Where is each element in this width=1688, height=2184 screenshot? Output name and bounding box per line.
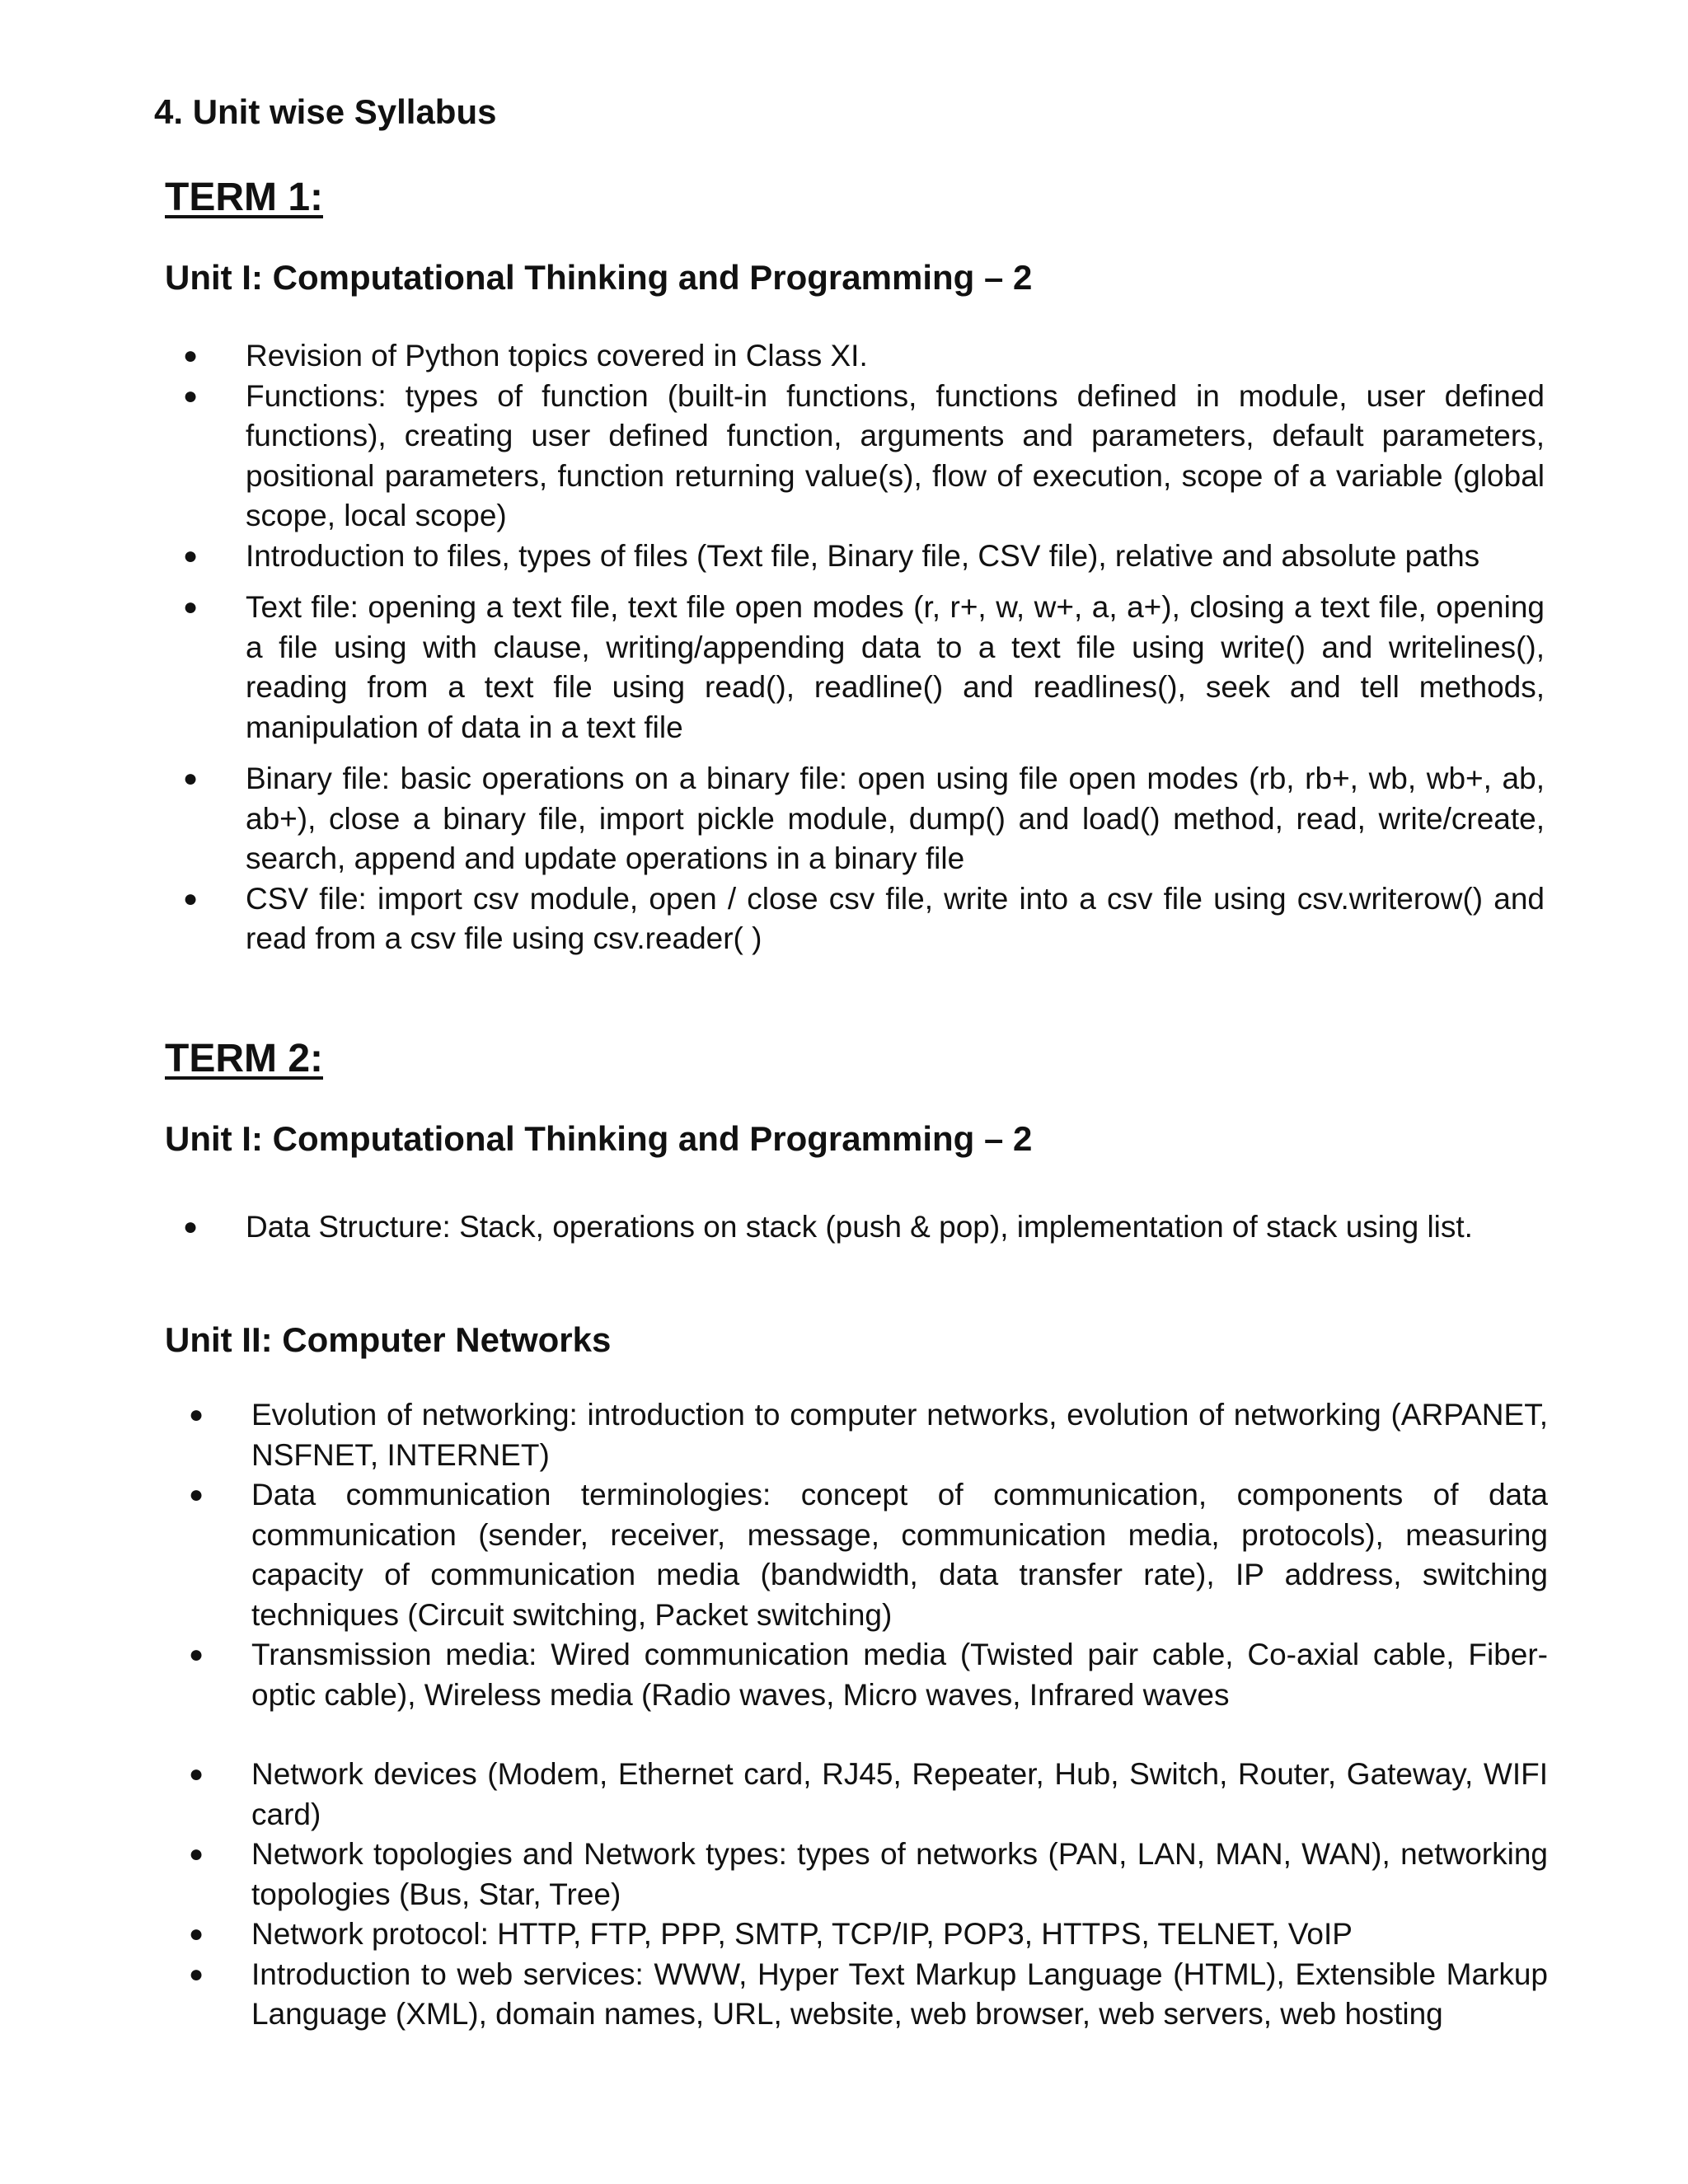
list-item-text: Evolution of networking: introduction to computer networks, evolution of networking (ARPANET, NSFNET, INTERNET): [251, 1398, 1548, 1472]
bullet-icon: ●: [183, 382, 199, 410]
bullet-icon: ●: [183, 884, 199, 912]
list-item-text: CSV file: import csv module, open / close csv file, write into a csv file using csv.writerow() and read from a csv file using csv.reader( ): [246, 881, 1545, 955]
list-item-text: Transmission media: Wired communication media (Twisted pair cable, Co-axial cable, Fiber-optic cable), Wireless media (Radio waves, Micro waves, Infrared waves: [251, 1638, 1548, 1712]
list-item-text: Text file: opening a text file, text file open modes (r, r+, w, w+, a, a+), closing a text file, opening a file using with clause, writing/appending data to a text file using write() and writelines(), reading from a text file using read(), readline() and readlines(), seek and tell methods, manipulation of data in a text file: [246, 590, 1545, 744]
list-item-text: Network devices (Modem, Ethernet card, RJ45, Repeater, Hub, Switch, Router, Gateway, WIFI card): [251, 1757, 1548, 1831]
section-title: 4. Unit wise Syllabus: [154, 92, 497, 131]
list-item-text: Data communication terminologies: concept of communication, components of data communication (sender, receiver, message, communication media, protocols), measuring capacity of communication media (bandwidth, data transfer rate), IP address, switching techniques (Circuit switching, Packet switching): [251, 1478, 1548, 1632]
bullet-icon: ●: [183, 1213, 199, 1240]
term2-unit1-list: [0, 1207, 1688, 1248]
list-item-text: Network topologies and Network types: types of networks (PAN, LAN, MAN, WAN), networking topologies (Bus, Star, Tree): [251, 1837, 1548, 1911]
list-item: [0, 1635, 1688, 1715]
bullet-icon: ●: [183, 593, 199, 621]
bullet-icon: ●: [183, 541, 199, 569]
bullet-icon: ●: [189, 1481, 204, 1508]
bullet-icon: ●: [189, 1960, 204, 1988]
term1-unit1-list: [0, 336, 1688, 959]
list-item-text: Introduction to web services: WWW, Hyper Text Markup Language (HTML), Extensible Markup Language (XML), domain names, URL, website, web browser, web servers, web hosting: [251, 1957, 1548, 2031]
list-item-text: Functions: types of function (built-in functions, functions defined in module, user defined functions), creating user defined function, arguments and parameters, default parameters, positional parameters, function returning value(s), flow of execution, scope of a variable (global scope, local scope): [246, 378, 1545, 532]
bullet-icon: ●: [183, 765, 199, 792]
bullet-icon: ●: [189, 1840, 204, 1868]
list-item: [0, 1207, 1688, 1248]
bullet-icon: ●: [189, 1401, 204, 1428]
bullet-icon: ●: [189, 1920, 204, 1947]
list-item-text: Network protocol: HTTP, FTP, PPP, SMTP, TCP/IP, POP3, HTTPS, TELNET, VoIP: [251, 1917, 1353, 1951]
term1-unit1-heading: Unit I: Computational Thinking and Programming – 2: [165, 258, 1033, 297]
list-item: [0, 1955, 1688, 2035]
list-item-text: Binary file: basic operations on a binary file: open using file open modes (rb, rb+, wb, wb+, ab, ab+), close a binary file, import pickle module, dump() and load() method, read, write/create, search, append and update operations in a binary file: [246, 762, 1545, 875]
term2-unit1-heading: Unit I: Computational Thinking and Programming – 2: [165, 1119, 1033, 1158]
bullet-icon: ●: [189, 1641, 204, 1668]
bullet-icon: ●: [183, 342, 199, 369]
list-item: [0, 1395, 1688, 1475]
list-item: [0, 879, 1688, 959]
list-item: [0, 537, 1688, 577]
list-item: [0, 1475, 1688, 1635]
list-item: [0, 1835, 1688, 1915]
term2-unit2-list: [0, 1395, 1688, 2035]
bullet-icon: ●: [189, 1760, 204, 1788]
list-item: [0, 1915, 1688, 1955]
list-item-text: Data Structure: Stack, operations on stack (push & pop), implementation of stack using list.: [246, 1210, 1473, 1244]
list-item: [0, 759, 1688, 879]
term1-heading: TERM 1:: [165, 176, 323, 219]
list-item: [0, 377, 1688, 537]
list-item-text: Revision of Python topics covered in Class XI.: [246, 339, 868, 373]
list-item: [0, 336, 1688, 377]
list-item: [0, 588, 1688, 748]
term2-heading: TERM 2:: [165, 1037, 323, 1080]
list-item: [0, 1755, 1688, 1835]
term2-unit2-heading: Unit II: Computer Networks: [165, 1320, 612, 1359]
list-item-text: Introduction to files, types of files (Text file, Binary file, CSV file), relative and absolute paths: [246, 538, 1480, 573]
